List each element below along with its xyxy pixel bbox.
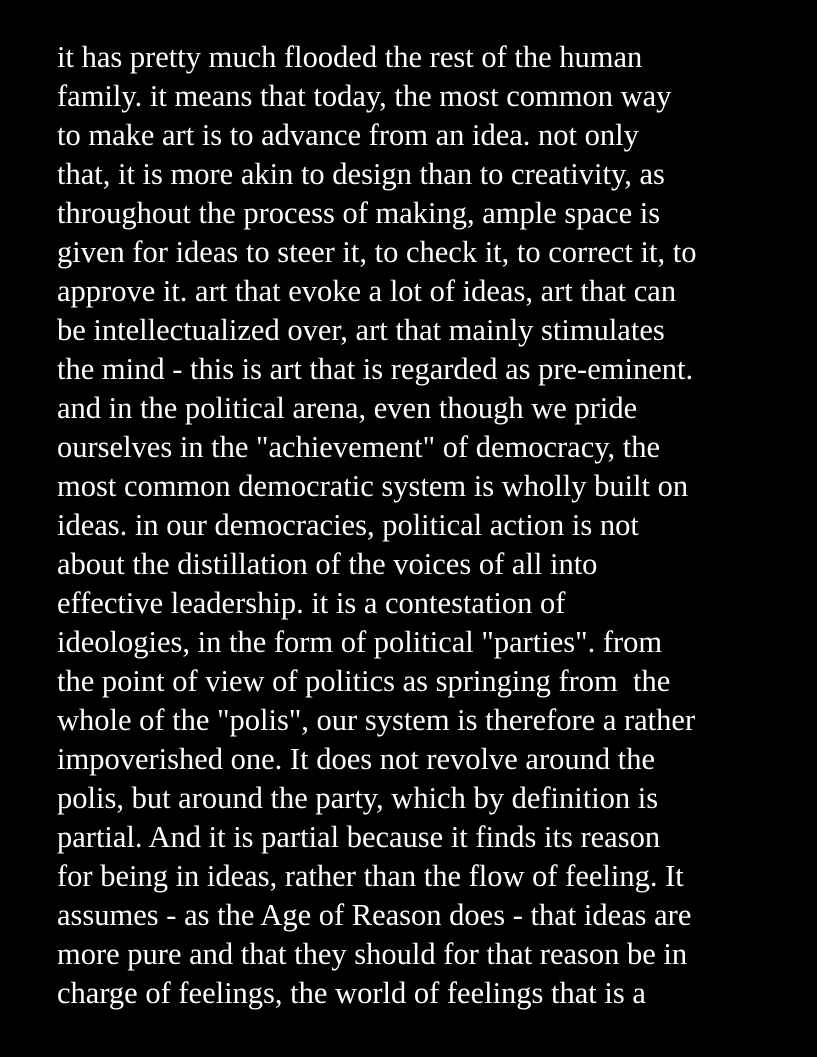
text-line: it has pretty much flooded the rest of the human xyxy=(57,40,643,74)
text-line: about the distillation of the voices of all into xyxy=(57,547,598,581)
text-line: throughout the process of making, ample space is xyxy=(57,196,661,230)
text-line: whole of the "polis", our system is therefore a rather xyxy=(57,703,696,737)
text-line: partial. And it is partial because it finds its reason xyxy=(57,820,661,854)
body-text xyxy=(57,38,797,1013)
text-line: ideologies, in the form of political "parties". from xyxy=(57,625,663,659)
text-line: the point of view of politics as springing from the xyxy=(57,664,671,698)
text-line: assumes - as the Age of Reason does - that ideas are xyxy=(57,898,692,932)
text-line: charge of feelings, the world of feelings that is a xyxy=(57,976,646,1010)
text-line: ourselves in the "achievement" of democracy, the xyxy=(57,430,661,464)
text-line: effective leadership. it is a contestation of xyxy=(57,586,566,620)
text-line: for being in ideas, rather than the flow of feeling. It xyxy=(57,859,684,893)
text-line: that, it is more akin to design than to creativity, as xyxy=(57,157,665,191)
text-line: approve it. art that evoke a lot of ideas, art that can xyxy=(57,274,677,308)
text-line: family. it means that today, the most common way xyxy=(57,79,672,113)
text-line: be intellectualized over, art that mainly stimulates xyxy=(57,313,665,347)
text-line: ideas. in our democracies, political action is not xyxy=(57,508,639,542)
text-line: polis, but around the party, which by definition is xyxy=(57,781,659,815)
text-line: to make art is to advance from an idea. not only xyxy=(57,118,639,152)
text-line: given for ideas to steer it, to check it, to correct it, to xyxy=(57,235,697,269)
text-line: impoverished one. It does not revolve around the xyxy=(57,742,655,776)
text-line: most common democratic system is wholly built on xyxy=(57,469,689,503)
text-line: and in the political arena, even though we pride xyxy=(57,391,638,425)
text-line: more pure and that they should for that reason be in xyxy=(57,937,688,971)
text-line: the mind - this is art that is regarded as pre-eminent. xyxy=(57,352,694,386)
